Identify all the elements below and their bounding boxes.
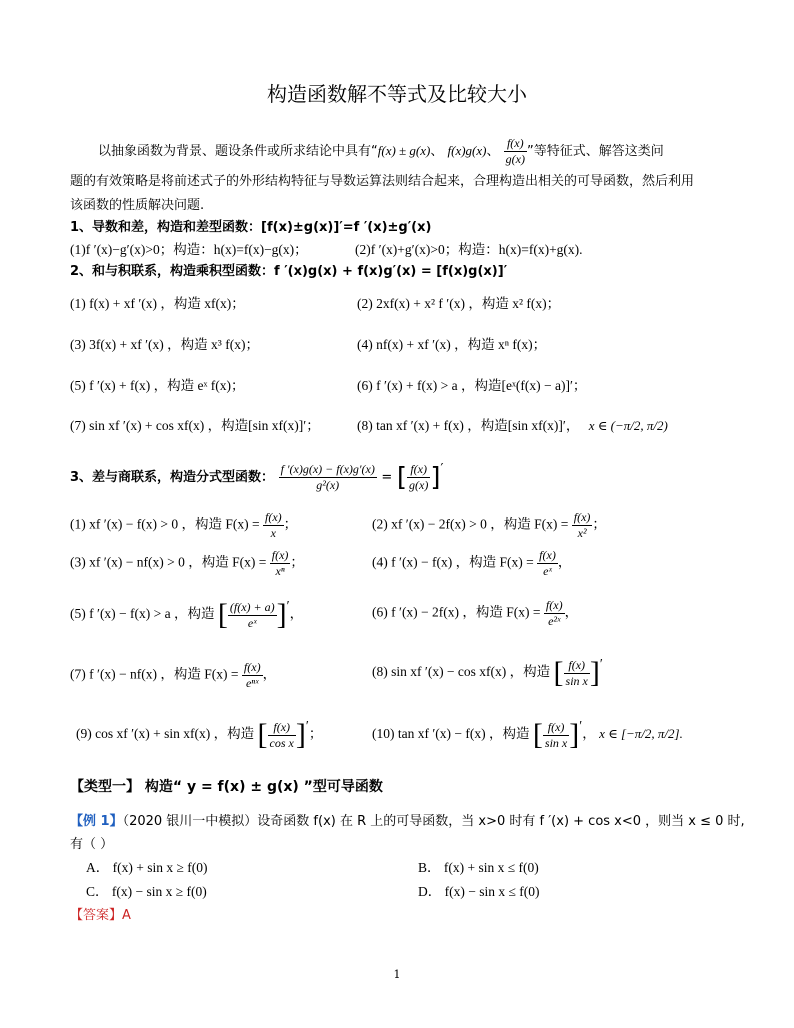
s3-item-7: (7) f ′(x) − nf(x) ，构造 F(x) = $\frac{f(x)}{\text{eⁿˣ}}$ ， [70, 660, 277, 690]
section-2-heading: 2、和与积联系，构造乘积型函数：f ′(x)g(x) + f(x)g′(x) = [f(x)g(x)]′ [70, 264, 508, 279]
s3-item-7-num: f(x) [243, 660, 261, 674]
s3-item-2-den: x² [577, 526, 587, 540]
s3-item-3-fraction [270, 548, 291, 579]
s3-item-10-text: (10) tan xf ′(x) − f(x) ，构造 [372, 726, 530, 742]
s3-item-10-fraction [543, 720, 569, 751]
s3-item-8-text: (8) sin xf ′(x) − cos xf(x) ，构造 [372, 664, 551, 680]
s3-item-1-text: (1) xf ′(x) − f(x) > 0 ，构造 F(x) = [70, 516, 260, 532]
s3-item-2-fraction [572, 510, 593, 541]
section-3-heading-text: 3、差与商联系，构造分式型函数： [70, 470, 275, 485]
s3-item-1-num: f(x) [265, 510, 282, 524]
s3-item-10-num: f(x) [543, 720, 569, 736]
option-a: A． f(x) + sin x ≥ f(0) [86, 860, 208, 875]
s2-item-2: (2) 2xf(x) + x² f ′(x) ，构造 x² f(x)； [357, 296, 561, 311]
s3-item-2-num: f(x) [573, 510, 591, 524]
intro-math-1: f(x) ± g(x) [377, 143, 431, 158]
s3-item-9-den: cos x [269, 735, 294, 750]
s3-item-8-fraction [564, 658, 590, 689]
intro-sep-1: 、 [430, 144, 444, 159]
page-title: 构造函数解不等式及比较大小 [267, 82, 527, 106]
s3-item-4: (4) f ′(x) − f(x) ，构造 F(x) = $\frac{f(x)}{\text{eˣ}}$ ， [372, 548, 572, 578]
intro-text-a: 以抽象函数为背景、题设条件或所求结论中具有“ [98, 144, 378, 159]
section-3-heading: 3、差与商联系，构造分式型函数： $\frac{f '(x)g(x) - f(x)g'(x)}{\text{g²(x)}}$ = [ $\frac{f(x)}{g(x)}$ ]′ [70, 462, 444, 493]
s3-heading-den: g²(x) [316, 478, 340, 492]
intro-frac-den: g(x) [505, 152, 525, 166]
s3-item-10-domain: x ∈ [−π/2, π/2]. [599, 726, 683, 742]
s3-item-2-text: (2) xf ′(x) − 2f(x) > 0 ，构造 F(x) = [372, 516, 569, 532]
s3-item-9-fraction [268, 720, 296, 751]
s3-item-4-text: (4) f ′(x) − f(x) ，构造 F(x) = [372, 554, 534, 570]
s3-item-4-num: f(x) [539, 548, 556, 562]
s2-item-1: (1) f(x) + xf ′(x) ，构造 xf(x)； [70, 296, 245, 311]
s3-item-8-num: f(x) [564, 658, 590, 674]
answer: 【答案】A [70, 908, 131, 923]
s3-item-9-num: f(x) [268, 720, 296, 736]
s3-item-1-den: x [270, 526, 276, 540]
s2-item-4: (4) nf(x) + xf ′(x) ，构造 xⁿ f(x)； [357, 337, 547, 352]
intro-text-b: ”等特征式、解答这类问 [526, 144, 664, 159]
intro-math-2: f(x)g(x) [447, 143, 487, 158]
section-1-left: (1)f ′(x)−g′(x)>0；构造：h(x)=f(x)−g(x)； [70, 242, 308, 257]
s3-item-3-text: (3) xf ′(x) − nf(x) > 0 ，构造 F(x) = [70, 554, 267, 570]
s3-item-3-num: f(x) [271, 548, 289, 562]
s3-item-9: (9) cos xf ′(x) + sin xf(x) ，构造 [ $\frac{f(x)}{\text{cos x}}$ ]′； [76, 718, 323, 751]
s3-item-6-den: e²ˣ [548, 614, 561, 628]
s3-item-10-den: sin x [544, 735, 568, 750]
s3-item-8: (8) sin xf ′(x) − cos xf(x) ，构造 [ $\frac{f(x)}{\text{sin x}}$ ]′ [372, 656, 603, 689]
s3-item-4-fraction [537, 548, 558, 579]
option-c: C． f(x) − sin x ≥ f(0) [86, 884, 207, 899]
s3-item-5-num: (f(x) + a) [229, 599, 275, 614]
s3-item-5-den: eˣ [247, 615, 257, 630]
s2-item-8-domain: x ∈ (−π/2, π/2) [588, 418, 668, 433]
example-label: 【例 1】 [70, 814, 123, 829]
s3-heading-fraction [279, 462, 377, 493]
s3-item-7-fraction [242, 660, 263, 691]
option-b: B． f(x) + sin x ≤ f(0) [418, 860, 539, 875]
s3-item-5-text: (5) f ′(x) − f(x) > a ，构造 [70, 606, 215, 622]
s3-item-6-num: f(x) [545, 598, 563, 612]
s3-heading-rden: g(x) [409, 478, 429, 492]
example-text-1: （2020 银川一中模拟）设奇函数 f(x) 在 R 上的可导函数，当 x>0 时有 f ′(x) + cos x<0 ，则当 x ≤ 0 时, [122, 814, 745, 829]
s3-item-4-den: eˣ [543, 564, 552, 578]
s3-item-5-fraction [228, 600, 277, 631]
s3-item-5: (5) f ′(x) − f(x) > a ，构造 [ $\frac{(f(x) + a)}{\text{eˣ}}$ ]′， [70, 598, 304, 631]
s3-item-6-fraction [544, 598, 565, 629]
example-1-line-1 [70, 810, 745, 829]
intro-line-2: 题的有效策略是将前述式子的外形结构特征与导数运算法则结合起来，合理构造出相关的可导函数，然后利用 [70, 174, 695, 189]
s2-item-7: (7) sin xf ′(x) + cos xf(x) ，构造[sin xf(x)]′； [70, 418, 320, 433]
s2-item-8-text: (8) tan xf ′(x) + f(x) ，构造[sin xf(x)]′， [357, 418, 580, 433]
example-1-line-2: 有（ ） [70, 837, 114, 852]
intro-line-3: 该函数的性质解决问题. [70, 198, 205, 213]
s3-heading-num: f ′(x)g(x) − f(x)g′(x) [280, 462, 375, 476]
s3-item-1-fraction [263, 510, 284, 541]
s2-item-5: (5) f ′(x) + f(x) ，构造 eˣ f(x)； [70, 378, 245, 393]
s3-item-8-den: sin x [565, 673, 588, 688]
intro-frac-num: f(x) [504, 136, 527, 152]
s3-item-7-text: (7) f ′(x) − nf(x) ，构造 F(x) = [70, 666, 239, 682]
page-number: 1 [393, 968, 401, 981]
intro-sep-2: 、 [486, 144, 500, 159]
s3-item-1: (1) xf ′(x) − f(x) > 0 ，构造 F(x) = $\frac{f(x)}{x}$ ； [70, 510, 298, 540]
s3-item-10: (10) tan xf ′(x) − f(x) ，构造 [ $\frac{f(x)}{\text{sin x}}$ ]′， x ∈ [−π/2, π/2]. [372, 718, 683, 751]
section-1-right: (2)f ′(x)+g′(x)>0；构造：h(x)=f(x)+g(x). [355, 242, 583, 257]
s3-item-6: (6) f ′(x) − 2f(x) ，构造 F(x) = $\frac{f(x)}{\text{e²ˣ}}$ ， [372, 598, 579, 628]
s3-heading-rnum: f(x) [407, 462, 430, 478]
s3-item-2: (2) xf ′(x) − 2f(x) > 0 ，构造 F(x) = $\frac{f(x)}{\text{x²}}$ ； [372, 510, 606, 540]
s2-item-3: (3) 3f(x) + xf ′(x) ，构造 x³ f(x)； [70, 337, 259, 352]
s3-item-7-den: eⁿˣ [245, 676, 259, 690]
section-1-heading: 1、导数和差，构造和差型函数：[f(x)±g(x)]′=f ′(x)±g′(x) [70, 220, 432, 235]
s3-heading-right-fraction [407, 462, 430, 493]
intro-fraction [504, 136, 527, 167]
s2-item-8 [357, 414, 668, 434]
s3-item-9-text: (9) cos xf ′(x) + sin xf(x) ，构造 [76, 726, 255, 742]
intro-line-1 [98, 136, 664, 167]
s3-item-3: (3) xf ′(x) − nf(x) > 0 ，构造 F(x) = $\frac{f(x)}{\text{xⁿ}}$ ； [70, 548, 304, 578]
s2-item-6: (6) f ′(x) + f(x) > a ，构造[eˣ(f(x) − a)]′； [357, 378, 587, 393]
type-1-heading: 【类型一】 构造“ y = f(x) ± g(x) ”型可导函数 [70, 779, 383, 795]
s3-item-3-den: xⁿ [275, 564, 285, 578]
s3-item-6-text: (6) f ′(x) − 2f(x) ，构造 F(x) = [372, 604, 541, 620]
option-d: D． f(x) − sin x ≤ f(0) [418, 884, 540, 899]
